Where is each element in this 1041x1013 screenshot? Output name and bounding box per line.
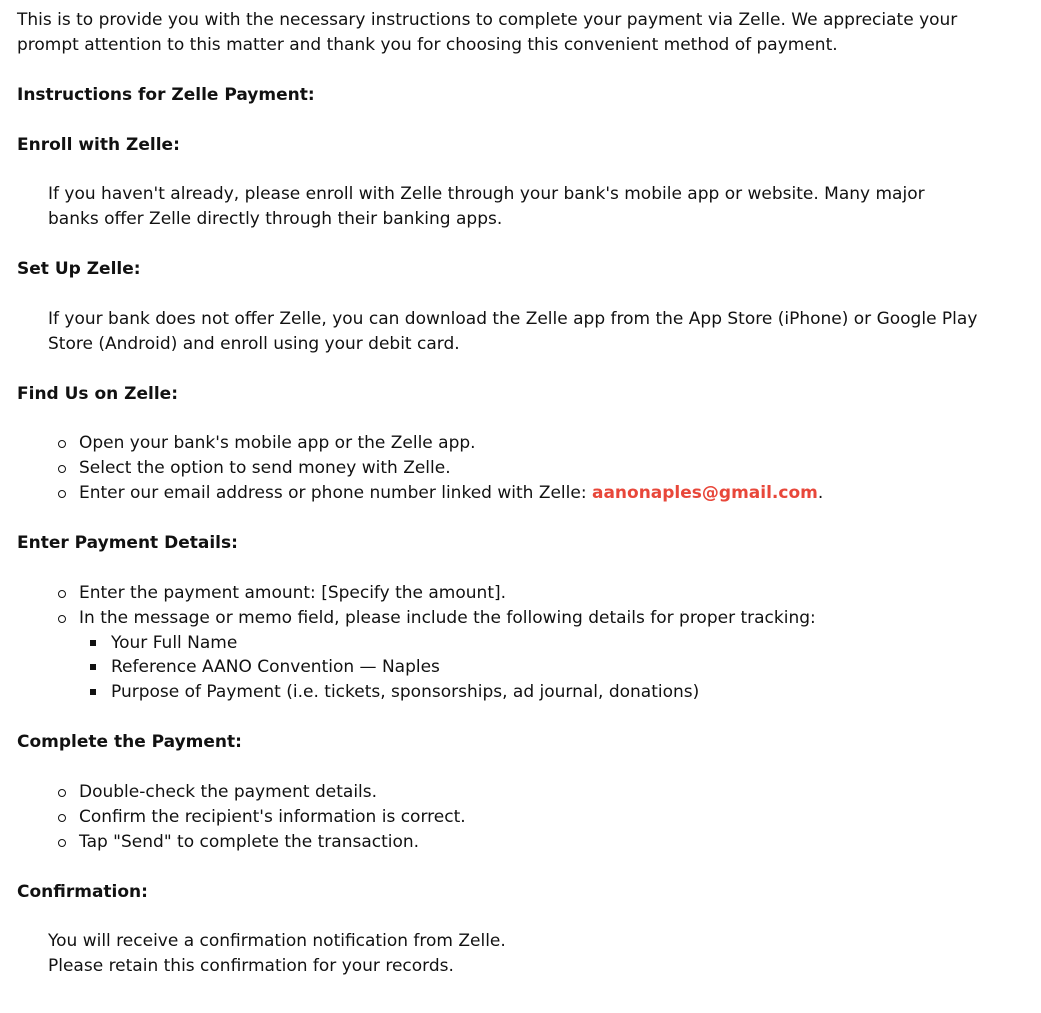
sublist-item: Reference AANO Convention — Naples: [79, 655, 997, 680]
list-item: [17, 606, 997, 706]
email-step-text: Enter our email address or phone number linked with Zelle:: [79, 483, 592, 504]
list-item: Enter the payment amount: [Specify the amount].: [17, 581, 997, 606]
email-address[interactable]: aanonaples@gmail.com: [591, 483, 818, 504]
instructions-heading: Instructions for Zelle Payment:: [17, 84, 315, 105]
details-steps-list: [17, 581, 997, 706]
confirmation-line: Please retain this confirmation for your records.: [48, 956, 454, 977]
find-heading: Find Us on Zelle:: [17, 383, 179, 404]
find-steps-list: [17, 431, 997, 506]
sublist-item: Purpose of Payment (i.e. tickets, sponsorships, ad journal, donations): [79, 680, 997, 705]
memo-details-sublist: [79, 631, 997, 706]
list-item: Open your bank's mobile app or the Zelle app.: [17, 431, 997, 456]
memo-instruction-text: In the message or memo field, please include the following details for proper tracking:: [79, 607, 816, 628]
list-item: Select the option to send money with Zelle.: [17, 456, 997, 481]
confirmation-line: You will receive a confirmation notification from Zelle.: [48, 931, 506, 952]
list-item: Double-check the payment details.: [17, 780, 997, 805]
confirmation-heading: Confirmation:: [17, 881, 148, 902]
complete-heading: Complete the Payment:: [17, 732, 242, 753]
intro-paragraph: This is to provide you with the necessary instructions to complete your payment via Zelle. We appreciate your prompt attention to this matter and thank you for choosing this convenient method of payment.: [17, 10, 958, 55]
enroll-text: If you haven't already, please enroll with Zelle through your bank's mobile app or website. Many major banks offer Zelle directly through their banking apps.: [48, 184, 925, 230]
complete-steps-list: [17, 780, 997, 855]
details-heading: Enter Payment Details:: [17, 532, 238, 553]
list-item: [17, 481, 997, 506]
sublist-item: Your Full Name: [79, 631, 997, 656]
setup-heading: Set Up Zelle:: [17, 259, 141, 279]
list-item: Tap "Send" to complete the transaction.: [17, 830, 997, 855]
setup-text: If your bank does not offer Zelle, you can download the Zelle app from the App Store (iPhone) or Google Play Store (Android) and enroll using your debit card.: [48, 308, 978, 354]
enroll-heading: Enroll with Zelle:: [17, 134, 180, 155]
list-item: Confirm the recipient's information is correct.: [17, 805, 997, 830]
email-suffix: .: [817, 483, 824, 504]
